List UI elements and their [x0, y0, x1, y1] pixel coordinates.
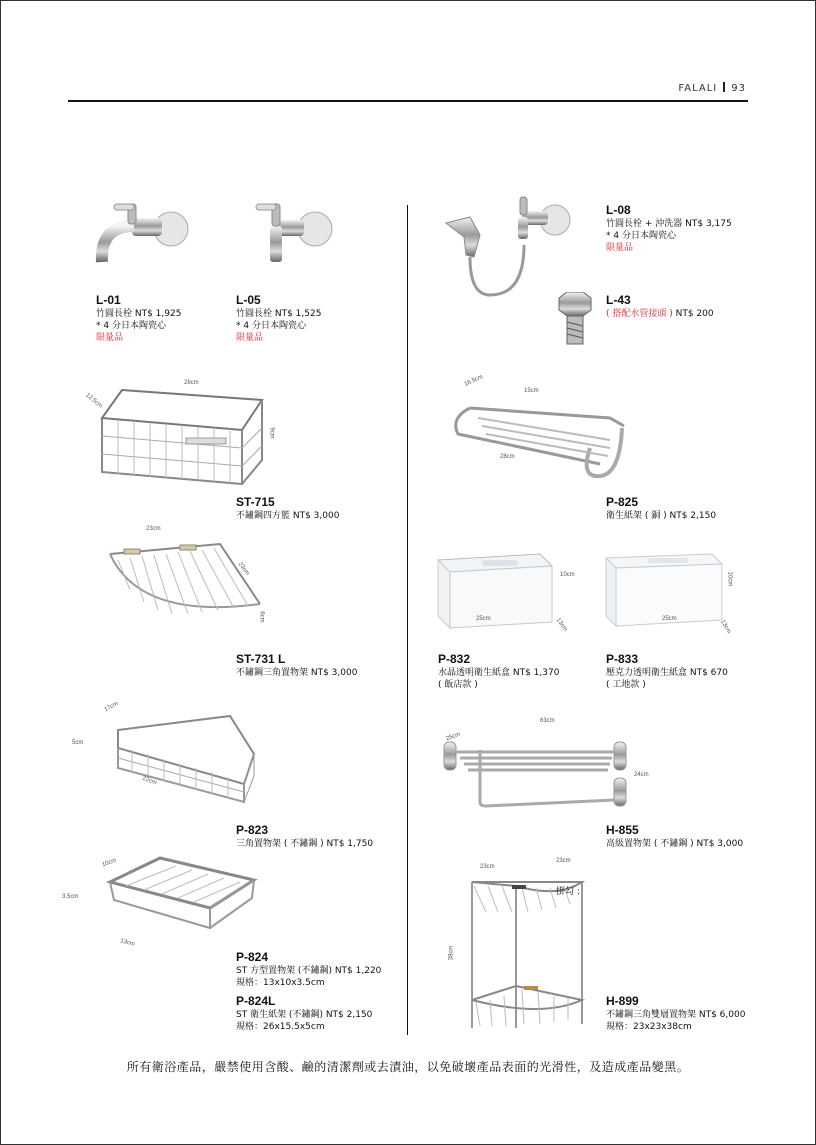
- product-h899: [606, 994, 745, 1033]
- page-number: 93: [731, 83, 746, 94]
- tissue-box-p832-image: [428, 544, 568, 634]
- product-p833: [606, 652, 728, 691]
- dimension-label: 9cm: [268, 427, 275, 439]
- product-description: NT$ 200: [672, 309, 714, 319]
- product-code: P-824: [236, 950, 269, 964]
- dimension-label: 13cm: [719, 619, 732, 635]
- dimension-label: 25cm: [476, 616, 491, 622]
- product-code: H-899: [606, 994, 639, 1008]
- column-divider: [407, 205, 408, 1035]
- limited-badge: 限量品: [96, 333, 124, 343]
- basket-st715-image: [82, 372, 282, 497]
- dimension-label: 23cm: [556, 858, 571, 864]
- hose-connector-l43-image: [555, 292, 595, 348]
- dimension-label: 10cm: [101, 857, 118, 869]
- product-compat-note: ( 搭配水管接頭 ): [606, 309, 673, 319]
- product-code: P-825: [606, 495, 639, 509]
- product-spec: 規格：13x10x3.5cm: [236, 978, 325, 988]
- product-code: ST-715: [236, 495, 275, 509]
- product-spec: 規格：26x15.5x5cm: [236, 1022, 325, 1032]
- product-code: P-832: [438, 652, 471, 666]
- dimension-label: 17cm: [103, 700, 120, 714]
- product-code: L-43: [606, 293, 631, 307]
- product-description: 水晶透明衛生紙盒 NT$ 1,370: [438, 668, 560, 678]
- towel-shelf-h855-image: [440, 722, 640, 817]
- dimension-label: 3.5cm: [62, 894, 79, 900]
- product-note: ( 工地款 ): [606, 680, 646, 690]
- product-code: L-08: [606, 203, 631, 217]
- product-code: L-01: [96, 293, 121, 307]
- dimension-label: 13cm: [119, 938, 136, 948]
- product-l05: [236, 293, 321, 344]
- product-note: ( 飯店款 ): [438, 680, 478, 690]
- dimension-label: 13cm: [554, 617, 569, 633]
- product-p825: [606, 495, 716, 522]
- product-description: 竹圓長栓 NT$ 1,525: [236, 309, 322, 319]
- faucet-sprayer-l08-image: [440, 195, 580, 305]
- dimension-label: 12.5cm: [84, 392, 104, 410]
- product-h855: [606, 823, 743, 850]
- product-p824l: [236, 994, 372, 1033]
- product-note: * 4 分日本陶瓷心: [236, 321, 306, 331]
- dimension-label: 16.5cm: [463, 374, 485, 388]
- product-code: P-824L: [236, 994, 276, 1008]
- limited-badge: 限量品: [606, 243, 634, 253]
- product-l01: [96, 293, 181, 344]
- page-header: [678, 82, 746, 94]
- product-description: 不鏽鋼三角置物架 NT$ 3,000: [236, 668, 358, 678]
- product-description: 壓克力透明衛生紙盒 NT$ 670: [606, 668, 728, 678]
- dimension-label: 24cm: [634, 772, 649, 778]
- care-notice: 所有衛浴產品，嚴禁使用含酸、鹼的清潔劑或去漬油，以免破壞產品表面的光滑性，及造成產品變黑。: [126, 1060, 690, 1074]
- header-separator: [723, 82, 725, 92]
- product-code: ST-731 L: [236, 652, 286, 666]
- product-note: * 4 分日本陶瓷心: [606, 231, 676, 241]
- hook-label: 掛勾 :: [556, 887, 580, 897]
- dimension-label: 25cm: [662, 616, 677, 622]
- dimension-label: 10cm: [726, 571, 733, 587]
- dimension-label: 28cm: [184, 380, 199, 386]
- dimension-label: 5cm: [72, 740, 84, 746]
- product-code: P-823: [236, 823, 269, 837]
- product-l08: [606, 203, 732, 254]
- product-code: L-05: [236, 293, 261, 307]
- dimension-label: 22cm: [141, 775, 158, 787]
- dimension-label: 23cm: [480, 864, 495, 870]
- product-p824: [236, 950, 381, 989]
- dimension-label: 10cm: [560, 572, 575, 578]
- product-p823: [236, 823, 373, 850]
- dimension-label: 28cm: [500, 454, 515, 460]
- dimension-label: 23cm: [146, 526, 161, 532]
- product-l43: [606, 293, 714, 320]
- triangle-shelf-p823-image: [96, 706, 266, 806]
- product-description: 不鏽鋼四方籃 NT$ 3,000: [236, 511, 340, 521]
- product-description: 衛生紙架 ( 銅 ) NT$ 2,150: [606, 511, 717, 521]
- product-code: P-833: [606, 652, 639, 666]
- product-st731: [236, 652, 357, 679]
- product-description: 高級置物架 ( 不鏽鋼 ) NT$ 3,000: [606, 839, 744, 849]
- product-st715: [236, 495, 339, 522]
- product-description: ST 方型置物架 (不鏽鋼) NT$ 1,220: [236, 966, 382, 976]
- brand-name: FALALI: [678, 83, 718, 94]
- dimension-label: 25cm: [445, 731, 462, 743]
- product-p832: [438, 652, 559, 691]
- product-description: 竹圓長栓 + 沖洗器 NT$ 3,175: [606, 219, 732, 229]
- product-description: 不鏽鋼三角雙層置物架 NT$ 6,000: [606, 1010, 746, 1020]
- product-spec: 規格：23x23x38cm: [606, 1022, 692, 1032]
- faucet-l05-image: [232, 200, 342, 280]
- faucet-l01-image: [92, 200, 202, 280]
- dimension-label: 15cm: [524, 388, 539, 394]
- dimension-label: 6cm: [258, 611, 265, 623]
- dimension-label: 63cm: [540, 718, 555, 724]
- limited-badge: 限量品: [236, 333, 264, 343]
- product-code: H-855: [606, 823, 639, 837]
- product-description: ST 衛生紙架 (不鏽鋼) NT$ 2,150: [236, 1010, 373, 1020]
- product-note: * 4 分日本陶瓷心: [96, 321, 166, 331]
- dimension-label: 23cm: [236, 561, 251, 577]
- header-rule: [68, 100, 748, 102]
- dimension-label: 38cm: [448, 945, 455, 961]
- product-description: 竹圓長栓 NT$ 1,925: [96, 309, 182, 319]
- corner-basket-st731-image: [100, 530, 270, 630]
- paper-holder-p825-image: [440, 378, 630, 488]
- square-basket-p824-image: [96, 852, 266, 942]
- product-description: 三角置物架 ( 不鏽鋼 ) NT$ 1,750: [236, 839, 374, 849]
